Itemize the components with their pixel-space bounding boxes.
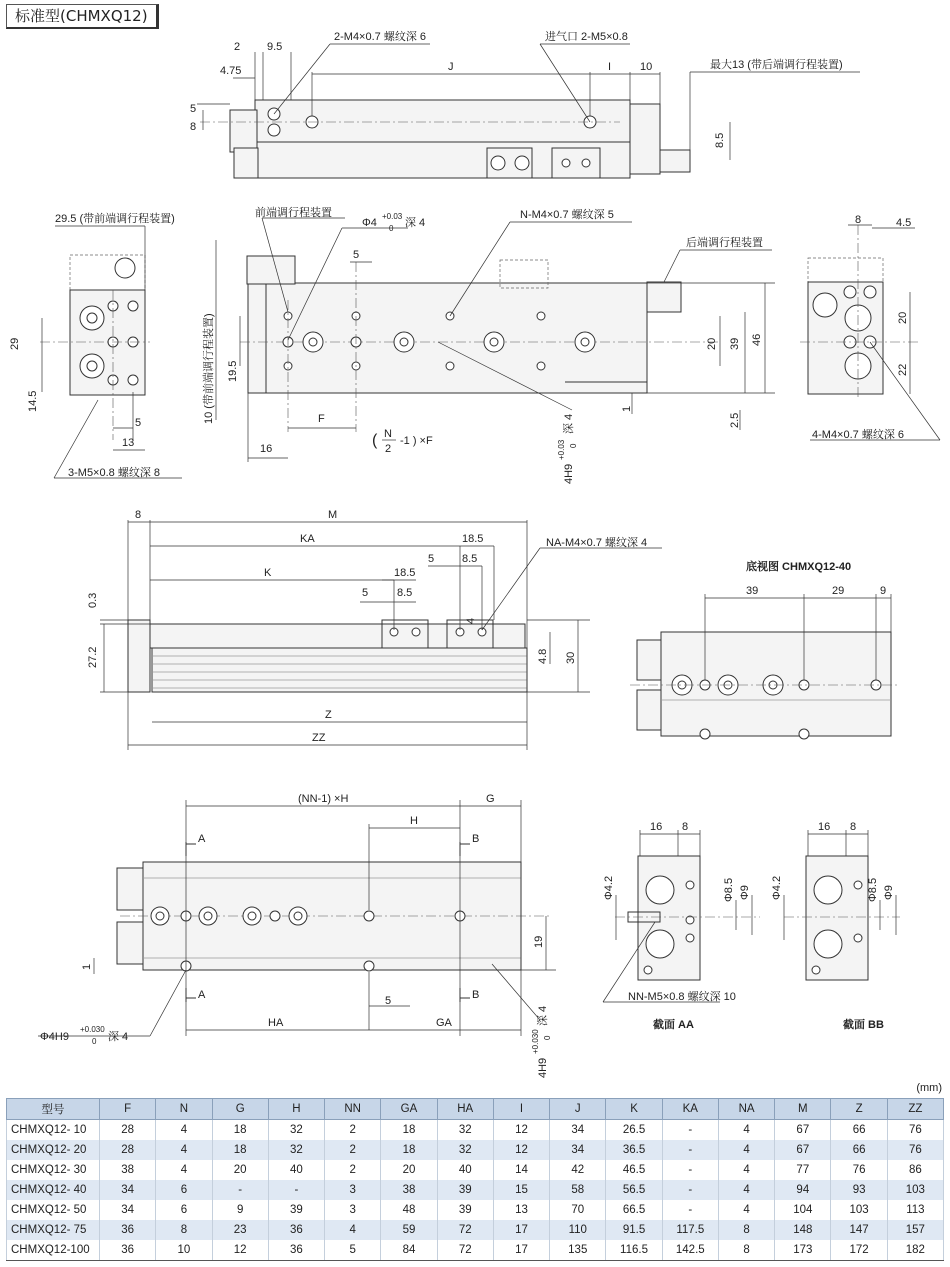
h9-label: 4H9 [563,463,575,484]
dim-39: 39 [746,585,759,597]
phi-label: Φ4H9 [40,1031,69,1043]
table-cell: 36.5 [606,1140,662,1160]
table-cell: 76 [887,1120,943,1141]
dim-GA: GA [436,1017,452,1029]
dim-18-5b: 18.5 [394,567,416,579]
table-cell: 66.5 [606,1200,662,1220]
section-aa-label: 截面 AA [653,1019,694,1031]
left-view [9,211,182,479]
table-cell: 28 [100,1120,156,1141]
table-cell: 39 [437,1180,493,1200]
dim-J: J [448,61,454,73]
dim-G: G [486,793,495,805]
phi4-2: Φ4.2 [603,875,615,900]
dim-18-5a: 18.5 [462,533,484,545]
dim-29-5: 29.5 (带前端调行程装置) [55,213,175,225]
dim-5: 5 [385,995,392,1007]
table-cell: 135 [550,1240,606,1261]
inlet-label: 进气口 2-M5×0.8 [545,31,628,43]
model-cell: CHMXQ12- 20 [7,1140,100,1160]
phi9: Φ9 [739,885,751,900]
table-cell: - [268,1180,324,1200]
side-view [201,205,775,484]
top-view [190,29,860,178]
table-cell: 59 [381,1220,437,1240]
model-cell: CHMXQ12- 10 [7,1120,100,1141]
table-cell: 18 [381,1120,437,1141]
table-cell: 32 [268,1140,324,1160]
table-cell: 113 [887,1200,943,1220]
tap-label: 2-M4×0.7 螺纹深 6 [334,31,427,43]
table-cell: 77 [775,1160,831,1180]
table-cell: 2 [325,1120,381,1141]
table-cell: 4 [156,1140,212,1160]
table-cell: 17 [493,1240,549,1261]
dim-8-5: 8.5 [714,132,726,148]
dim-ZZ: ZZ [312,732,326,744]
table-row [7,1120,944,1141]
table-cell: 6 [156,1200,212,1220]
dim-29: 29 [9,337,21,350]
table-cell: 70 [550,1200,606,1220]
table-cell: 34 [100,1180,156,1200]
table-cell: 14 [493,1160,549,1180]
table-cell: 34 [100,1200,156,1220]
table-cell: 39 [268,1200,324,1220]
drawing-title: 标准型(CHMXQ12) [6,4,159,29]
model-cell: CHMXQ12- 75 [7,1220,100,1240]
section-A-bottom: A [198,989,206,1001]
front-adj-label: 前端调行程装置 [255,207,332,219]
table-cell: 116.5 [606,1240,662,1261]
table-cell: - [662,1160,718,1180]
dim-2-5: 2.5 [729,412,741,428]
phi4-2: Φ4.2 [771,875,783,900]
table-row [7,1240,944,1261]
table-cell: 8 [718,1240,774,1261]
dim-2: 2 [234,41,241,53]
dim-4: 4 [465,617,477,624]
table-header-cell: ZZ [887,1099,943,1120]
formula-paren: ( [372,432,378,449]
table-cell: 173 [775,1240,831,1261]
table-cell: 18 [212,1120,268,1141]
table-cell: 56.5 [606,1180,662,1200]
h9-tol-up: +0.03 [557,439,566,460]
table-cell: 34 [550,1140,606,1160]
h9-tol-lo: 0 [569,443,578,448]
table-cell: 84 [381,1240,437,1261]
nnh-label: (NN-1) ×H [298,793,349,805]
table-cell: 9 [212,1200,268,1220]
table-cell: 48 [381,1200,437,1220]
section-bb-label: 截面 BB [843,1019,884,1031]
section-bb [771,821,900,1031]
phi4-label: Φ4 [362,217,377,229]
table-cell: 8 [718,1220,774,1240]
table-cell: 157 [887,1220,943,1240]
table-cell: 36 [100,1240,156,1261]
table-cell: 32 [437,1140,493,1160]
dim-8: 8 [135,509,142,521]
phi-tol-up: +0.030 [80,1025,105,1034]
max13-label: 最大13 (带后端调行程装置) [710,59,843,71]
tap-label: 3-M5×0.8 螺纹深 8 [68,467,161,479]
section-B-bottom: B [472,989,480,1001]
table-cell: 36 [268,1220,324,1240]
dim-8: 8 [855,214,862,226]
dim-9: 9 [880,585,887,597]
table-cell: 4 [325,1220,381,1240]
table-cell: - [212,1180,268,1200]
table-cell: 38 [381,1180,437,1200]
rear-adj-label: 后端调行程装置 [686,237,763,249]
table-cell: 32 [268,1120,324,1141]
table-header-cell: GA [381,1099,437,1120]
table-cell: 20 [212,1160,268,1180]
dim-Z: Z [325,709,332,721]
table-header-cell: N [156,1099,212,1120]
table-cell: 103 [887,1180,943,1200]
table-cell: 42 [550,1160,606,1180]
dim-16: 16 [260,443,273,455]
table-cell: 23 [212,1220,268,1240]
table-cell: 12 [493,1140,549,1160]
dim-10: 10 [640,61,653,73]
dim-22: 22 [897,363,909,376]
dim-8-5b: 8.5 [397,587,413,599]
table-row [7,1160,944,1180]
formula-2: 2 [385,443,392,455]
dim-HA: HA [268,1017,284,1029]
dim-4-75: 4.75 [220,65,242,77]
dim-46: 46 [751,333,763,346]
dim-KA: KA [300,533,315,545]
table-cell: 110 [550,1220,606,1240]
dim-20: 20 [897,311,909,324]
ntap-label: N-M4×0.7 螺纹深 5 [520,209,614,221]
table-cell: 6 [156,1180,212,1200]
table-cell: 67 [775,1120,831,1141]
table-cell: 4 [718,1120,774,1141]
dim-5a: 5 [428,553,435,565]
dim-4-5: 4.5 [896,217,912,229]
model-cell: CHMXQ12- 30 [7,1160,100,1180]
dim-5: 5 [190,103,197,115]
table-row [7,1180,944,1200]
tap-label: NN-M5×0.8 螺纹深 10 [628,991,736,1003]
table-cell: 46.5 [606,1160,662,1180]
table-cell: 10 [156,1240,212,1261]
table-cell: 8 [156,1220,212,1240]
section-B-top: B [472,833,480,845]
h9-tol-lo: 0 [543,1035,552,1040]
dim-30: 30 [565,651,577,664]
dim-39: 39 [729,337,741,350]
dim-16: 16 [650,821,663,833]
table-cell: 15 [493,1180,549,1200]
table-cell: 40 [437,1160,493,1180]
table-cell: 4 [156,1120,212,1141]
dim-4-8: 4.8 [537,648,549,664]
table-cell: 36 [100,1220,156,1240]
table-header-cell: H [268,1099,324,1120]
dim-1: 1 [621,405,633,412]
table-cell: 91.5 [606,1220,662,1240]
formula-rest: -1 ) ×F [400,435,433,447]
table-cell: 58 [550,1180,606,1200]
dim-19-5: 19.5 [227,360,239,382]
middle-view [87,509,662,750]
formula-N: N [384,428,392,440]
table-cell: 182 [887,1240,943,1261]
dim-F: F [318,413,325,425]
phi-deep: 深 4 [108,1031,129,1043]
dim-5b: 5 [362,587,369,599]
dim-14-5: 14.5 [27,390,39,412]
table-cell: - [662,1180,718,1200]
table-cell: 3 [325,1180,381,1200]
phi8-5: Φ8.5 [867,877,879,902]
table-cell: 142.5 [662,1240,718,1261]
table-cell: 117.5 [662,1220,718,1240]
natap-label: NA-M4×0.7 螺纹深 4 [546,537,648,549]
table-cell: 3 [325,1200,381,1220]
phi4-deep: 深 4 [405,217,426,229]
dim-13: 13 [122,437,135,449]
phi8-5: Φ8.5 [723,877,735,902]
table-row [7,1220,944,1240]
table-cell: 39 [437,1200,493,1220]
section-A-top: A [198,833,206,845]
table-cell: 20 [381,1160,437,1180]
table-row [7,1200,944,1220]
table-header-cell: G [212,1099,268,1120]
table-cell: 18 [381,1140,437,1160]
table-header-cell: KA [662,1099,718,1120]
table-cell: 28 [100,1140,156,1160]
table-header-cell: Z [831,1099,887,1120]
bottom-view-title: 底视图 CHMXQ12-40 [746,561,852,573]
dim-M: M [328,509,338,521]
table-cell: 18 [212,1140,268,1160]
dim-20: 20 [706,337,718,350]
model-cell: CHMXQ12- 50 [7,1200,100,1220]
table-cell: 72 [437,1220,493,1240]
table-header-cell: J [550,1099,606,1120]
dim-8: 8 [682,821,689,833]
table-cell: 76 [887,1140,943,1160]
table-header-cell: I [493,1099,549,1120]
phi4-tol-lo: 0 [389,224,394,233]
table-header-cell: M [775,1099,831,1120]
dim-I: I [608,61,612,73]
table-header-cell: F [100,1099,156,1120]
table-cell: 172 [831,1240,887,1261]
h9-tol-up: +0.030 [531,1029,540,1054]
table-cell: 13 [493,1200,549,1220]
model-cell: CHMXQ12- 40 [7,1180,100,1200]
dim-H: H [410,815,418,827]
table-cell: 4 [156,1160,212,1180]
table-cell: - [662,1200,718,1220]
dim-16: 16 [818,821,831,833]
table-cell: 66 [831,1140,887,1160]
table-cell: 4 [718,1180,774,1200]
table-cell: 38 [100,1160,156,1180]
table-cell: 32 [437,1120,493,1141]
phi9: Φ9 [883,885,895,900]
spec-table [6,1098,944,1261]
table-body [7,1120,944,1261]
dim-9-5: 9.5 [267,41,283,53]
tap-label: 4-M4×0.7 螺纹深 6 [812,429,905,441]
phi-tol-lo: 0 [92,1037,97,1046]
phi4-tol-up: +0.03 [382,212,403,221]
table-cell: 4 [718,1200,774,1220]
table-cell: 34 [550,1120,606,1141]
table-cell: 86 [887,1160,943,1180]
table-header-row [7,1099,944,1120]
h9-deep: 深 4 [537,1005,549,1026]
table-header-cell: NA [718,1099,774,1120]
dim-19: 19 [533,935,545,948]
lower-view [38,793,556,1078]
dim-27-2: 27.2 [87,646,99,668]
table-cell: - [662,1140,718,1160]
dim-K: K [264,567,272,579]
dim-5: 5 [353,249,360,261]
table-cell: 2 [325,1140,381,1160]
table-cell: 5 [325,1240,381,1261]
table-cell: 4 [718,1140,774,1160]
table-cell: 147 [831,1220,887,1240]
dim-0-3: 0.3 [87,592,99,608]
table-cell: 76 [831,1160,887,1180]
table-cell: 66 [831,1120,887,1141]
dim-5: 5 [135,417,142,429]
table-cell: 2 [325,1160,381,1180]
table-cell: 40 [268,1160,324,1180]
h9-deep: 深 4 [563,413,575,434]
section-aa [603,821,760,1031]
table-cell: 12 [212,1240,268,1261]
table-cell: 148 [775,1220,831,1240]
dim-8: 8 [850,821,857,833]
table-cell: 67 [775,1140,831,1160]
table-cell: 17 [493,1220,549,1240]
dim-8-5a: 8.5 [462,553,478,565]
right-view [800,214,940,441]
table-cell: 12 [493,1120,549,1141]
table-header-cell: HA [437,1099,493,1120]
table-cell: 94 [775,1180,831,1200]
bottom-view [630,559,900,739]
h9-label: 4H9 [537,1057,549,1078]
dim-8: 8 [190,121,197,133]
table-cell: - [662,1120,718,1141]
dim-29: 29 [832,585,845,597]
table-cell: 104 [775,1200,831,1220]
table-cell: 4 [718,1160,774,1180]
table-header-cell: K [606,1099,662,1120]
table-cell: 103 [831,1200,887,1220]
table-cell: 26.5 [606,1120,662,1141]
table-row [7,1140,944,1160]
dim-1: 1 [81,963,93,970]
table-cell: 93 [831,1180,887,1200]
table-cell: 36 [268,1240,324,1261]
table-header-cell: NN [325,1099,381,1120]
unit-label: (mm) [916,1082,942,1094]
table-cell: 72 [437,1240,493,1261]
model-cell: CHMXQ12-100 [7,1240,100,1261]
vert10-label: 10 (带前端调行程装置) [203,313,215,424]
table-header-cell: 型号 [7,1099,100,1120]
